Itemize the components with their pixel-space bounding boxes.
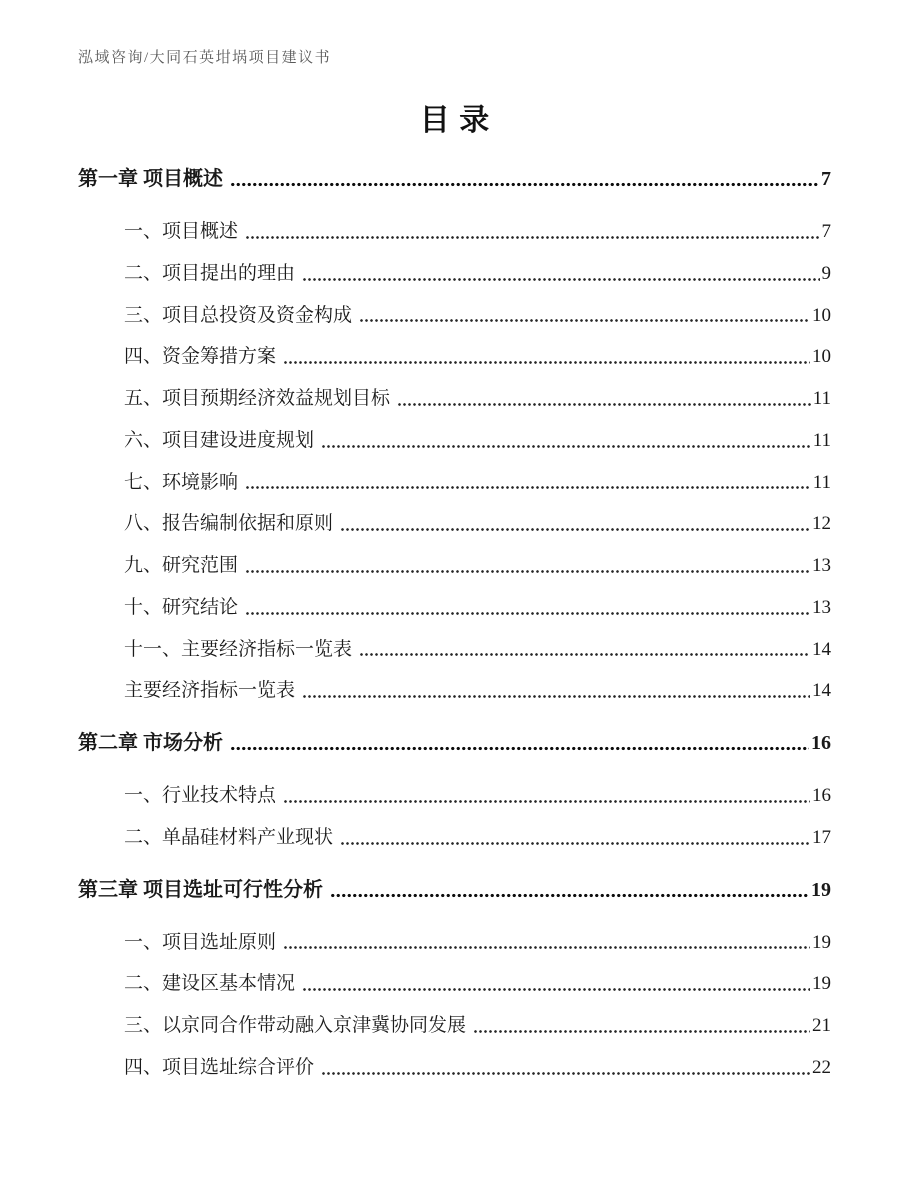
dot-leader bbox=[302, 694, 810, 699]
toc-entry-label: 四、资金筹措方案 bbox=[124, 346, 277, 368]
dot-leader bbox=[330, 893, 809, 898]
dot-leader bbox=[340, 527, 810, 532]
toc-page-number: 22 bbox=[812, 1056, 831, 1078]
toc-item-row[interactable] bbox=[124, 262, 831, 286]
toc-page-number: 14 bbox=[812, 638, 831, 660]
toc-item-row[interactable] bbox=[124, 826, 831, 850]
dot-leader bbox=[283, 945, 810, 950]
toc-page-number: 14 bbox=[812, 680, 831, 702]
dot-leader bbox=[245, 611, 810, 616]
toc-entry-label: 第一章 项目概述 bbox=[78, 168, 223, 190]
dot-leader bbox=[245, 569, 810, 574]
toc-chapter-row[interactable] bbox=[78, 167, 831, 192]
toc-entry-label: 第三章 项目选址可行性分析 bbox=[78, 878, 323, 901]
toc-entry-label: 二、建设区基本情况 bbox=[124, 973, 296, 995]
dot-leader bbox=[245, 235, 819, 240]
toc-page-number: 19 bbox=[812, 931, 831, 953]
toc-entry-label: 九、研究范围 bbox=[124, 555, 239, 576]
toc-page-number: 16 bbox=[812, 785, 831, 806]
toc-entry-label: 一、项目概述 bbox=[124, 221, 239, 242]
toc-item-row[interactable] bbox=[124, 596, 831, 620]
dot-leader bbox=[397, 402, 811, 407]
toc-page-number: 12 bbox=[812, 513, 831, 535]
toc-entry-label: 十一、主要经济指标一览表 bbox=[124, 638, 353, 660]
toc-entry-label: 一、项目选址原则 bbox=[124, 931, 277, 953]
toc-entry-label: 四、项目选址综合评价 bbox=[124, 1056, 315, 1078]
toc-page-number: 7 bbox=[821, 221, 831, 242]
table-of-contents bbox=[78, 167, 831, 1080]
toc-entry-label: 一、行业技术特点 bbox=[124, 785, 277, 806]
toc-item-row[interactable] bbox=[124, 972, 831, 996]
toc-entry-label: 二、单晶硅材料产业现状 bbox=[124, 826, 334, 848]
toc-chapter-row[interactable] bbox=[78, 731, 831, 756]
toc-page-number: 19 bbox=[811, 878, 831, 901]
toc-item-row[interactable] bbox=[124, 429, 831, 453]
document-header bbox=[78, 46, 831, 67]
dot-leader bbox=[302, 277, 819, 282]
toc-page-number: 11 bbox=[812, 471, 831, 493]
toc-item-row[interactable] bbox=[124, 387, 831, 411]
toc-entry-label: 主要经济指标一览表 bbox=[124, 680, 296, 702]
dot-leader bbox=[283, 799, 810, 804]
toc-entry-label: 第二章 市场分析 bbox=[78, 732, 223, 754]
dot-leader bbox=[230, 182, 819, 187]
toc-entry-label: 三、项目总投资及资金构成 bbox=[124, 304, 353, 326]
toc-item-row[interactable] bbox=[124, 931, 831, 955]
dot-leader bbox=[359, 652, 810, 657]
toc-entry-label: 三、以京同合作带动融入京津冀协同发展 bbox=[124, 1015, 467, 1036]
dot-leader bbox=[230, 746, 809, 751]
header-text: 泓域咨询/大同石英坩埚项目建议书 bbox=[78, 50, 332, 66]
toc-item-row[interactable] bbox=[124, 471, 831, 495]
page-title: 目录 bbox=[419, 104, 499, 137]
dot-leader bbox=[245, 485, 811, 490]
toc-item-row[interactable] bbox=[124, 512, 831, 536]
toc-entry-label: 八、报告编制依据和原则 bbox=[124, 513, 334, 535]
dot-leader bbox=[473, 1029, 810, 1034]
toc-page-number: 19 bbox=[812, 973, 831, 995]
toc-page-number: 13 bbox=[812, 596, 831, 618]
toc-page-number: 21 bbox=[812, 1015, 831, 1036]
toc-page-number: 17 bbox=[812, 826, 831, 848]
toc-entry-label: 六、项目建设进度规划 bbox=[124, 429, 315, 451]
toc-item-row[interactable] bbox=[124, 638, 831, 662]
toc-page-number: 10 bbox=[812, 304, 831, 326]
toc-page-number: 11 bbox=[812, 388, 831, 409]
toc-entry-label: 五、项目预期经济效益规划目标 bbox=[124, 388, 391, 409]
dot-leader bbox=[321, 1071, 810, 1076]
dot-leader bbox=[359, 318, 810, 323]
toc-page-number: 9 bbox=[821, 262, 831, 284]
dot-leader bbox=[283, 360, 810, 365]
dot-leader bbox=[321, 444, 811, 449]
toc-item-row[interactable] bbox=[124, 304, 831, 328]
toc-chapter-row[interactable] bbox=[78, 878, 831, 903]
toc-page-number: 13 bbox=[812, 555, 831, 576]
toc-item-row[interactable] bbox=[124, 1056, 831, 1080]
toc-item-row[interactable] bbox=[124, 784, 831, 808]
toc-item-row[interactable] bbox=[124, 679, 831, 703]
dot-leader bbox=[340, 841, 810, 846]
toc-item-row[interactable] bbox=[124, 554, 831, 578]
toc-page-number: 11 bbox=[812, 429, 831, 451]
toc-item-row[interactable] bbox=[124, 1014, 831, 1038]
toc-item-row[interactable] bbox=[124, 345, 831, 369]
dot-leader bbox=[302, 987, 810, 992]
toc-entry-label: 七、环境影响 bbox=[124, 471, 239, 493]
toc-page-number: 16 bbox=[811, 732, 831, 754]
toc-page-number: 7 bbox=[821, 168, 831, 190]
toc-page-number: 10 bbox=[812, 346, 831, 368]
toc-entry-label: 二、项目提出的理由 bbox=[124, 262, 296, 284]
toc-entry-label: 十、研究结论 bbox=[124, 596, 239, 618]
toc-item-row[interactable] bbox=[124, 220, 831, 244]
